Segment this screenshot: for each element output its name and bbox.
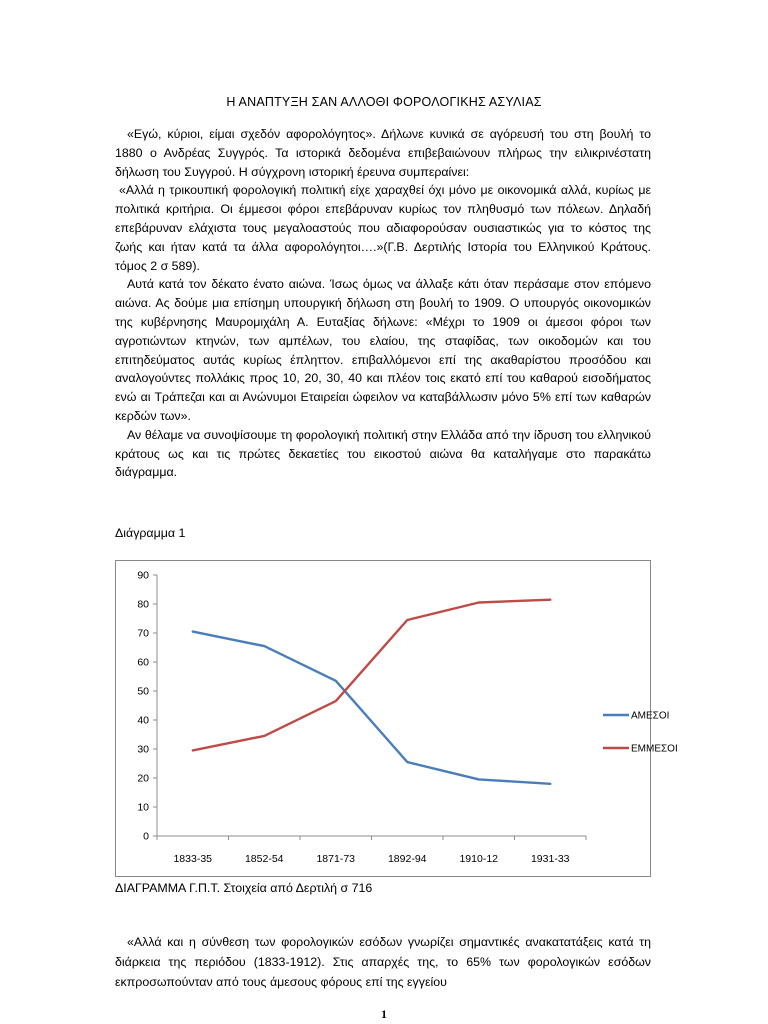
y-tick-label: 10 [137, 801, 149, 814]
y-tick-label: 80 [137, 598, 149, 611]
quote-paragraph: «Αλλά η τρικουπική φορολογική πολιτική είχε χαραχθεί όχι μόνο με οικονομικά αλλά, κυρίως με πολιτικά κριτήρια. Οι έμμεσοι φόροι επεβάρυναν κυρίως τον πληθυσμό των πόλεων. Δηλαδή επεβάρυναν ελάχιστα τους μεγαλοαστούς που αδιαφορούσαν ουσιαστικώς για το κόστος της ζωής και ήταν κατά τα άλλα αφορολόγητοι….»(Γ.Β. Δερτιλής Ιστορία του Ελληνικού Κράτους. τόμος 2 σ 589). [115, 183, 651, 273]
y-tick-label: 90 [137, 569, 149, 582]
chart-source: ΔΙΑΓΡΑΜΜΑ Γ.Π.Τ. Στοιχεία από Δερτιλή σ 716 [115, 881, 373, 895]
x-tick-label: 1931-33 [530, 853, 570, 865]
document-title: Η ΑΝΑΠΤΥΞΗ ΣΑΝ ΑΛΛΟΘΙ ΦΟΡΟΛΟΓΙΚΗΣ ΑΣΥΛΙΑΣ [226, 95, 542, 109]
bottom-text [115, 932, 651, 992]
y-tick-label: 50 [137, 685, 149, 698]
chart-svg [115, 560, 678, 877]
line-chart [115, 560, 678, 877]
paragraph: Αν θέλαμε να συνοψίσουμε τη φορολογική πολιτική στην Ελλάδα από την ίδρυση του ελληνικού κράτους ως και τις πρώτες δεκαετίες του εικοστού αιώνα θα καταλήγαμε στο παρακάτω διάγραμμα. [115, 427, 651, 480]
x-tick-label: 1871-73 [316, 853, 356, 865]
chart-frame [116, 561, 651, 877]
y-tick-label: 40 [137, 714, 149, 727]
legend-label: ΑΜΕΣΟΙ [631, 710, 670, 722]
paragraph: «Εγώ, κύριοι, είμαι σχεδόν αφορολόγητος». Δήλωνε κυνικά σε αγόρευσή του στη βουλή το 1880 ο Ανδρέας Συγγρός. Τα ιστορικά δεδομένα επιβεβαιώνουν πλήρως την ειλικρινέστατη δήλωση του Συγγρού. Η σύγχρονη ιστορική έρευνα συμπεραίνει: [115, 127, 651, 179]
y-tick-label: 30 [137, 743, 149, 756]
paragraph: «Αλλά και η σύνθεση των φορολογικών εσόδων γνωρίζει σημαντικές ανακατατάξεις κατά τη διάρκεια της περιόδου (1833-1912). Στις απαρχές της, το 65% των φορολογικών εσόδων εκπροσωπούνταν από τους άμεσους φόρους επί της εγγείου [115, 935, 651, 989]
y-tick-label: 60 [137, 656, 149, 669]
x-tick-label: 1910-12 [459, 853, 499, 865]
y-tick-label: 0 [143, 830, 149, 843]
legend-label: ΕΜΜΕΣΟΙ [631, 743, 678, 755]
chart-caption: Διάγραμμα 1 [115, 526, 186, 540]
x-tick-label: 1852-54 [244, 853, 284, 865]
page-number: 1 [381, 1007, 387, 1021]
x-tick-label: 1833-35 [173, 853, 213, 865]
paragraph: Αυτά κατά τον δέκατο ένατο αιώνα. Ίσως όμως να άλλαξε κάτι όταν περάσαμε στον επόμενο αιώνα. Ας δούμε μια επίσημη υπουργική δήλωση στη βουλή το 1909. Ο υπουργός οικονομικών της κυβέρνησης Μαυρομιχάλη Α. Ευταξίας δήλωνε: «Μέχρι το 1909 οι άμεσοι φόροι των αγροτιώντων κτηνών, των αμπέλων, του ελαίου, της σταφίδας, των οικοδομών και του επιτηδεύματος αυτάς κυρίως έπληττον. επιβαλλόμενοι επί της ακαθαρίστου προσόδου και αναλογούντες πολλάκις προς 10, 20, 30, 40 και πλέον τοις εκατό επί του καθαρού εισοδήματος ενώ αι Τράπεζαι και αι Ανώνυμοι Εταιρείαι ώφειλον να καταβάλλωσιν μόνο 5% επί των καθαρών κερδών των». [115, 277, 651, 423]
x-tick-label: 1892-94 [387, 853, 427, 865]
y-tick-label: 20 [137, 772, 149, 785]
body-text [115, 125, 651, 482]
y-tick-label: 70 [137, 627, 149, 640]
